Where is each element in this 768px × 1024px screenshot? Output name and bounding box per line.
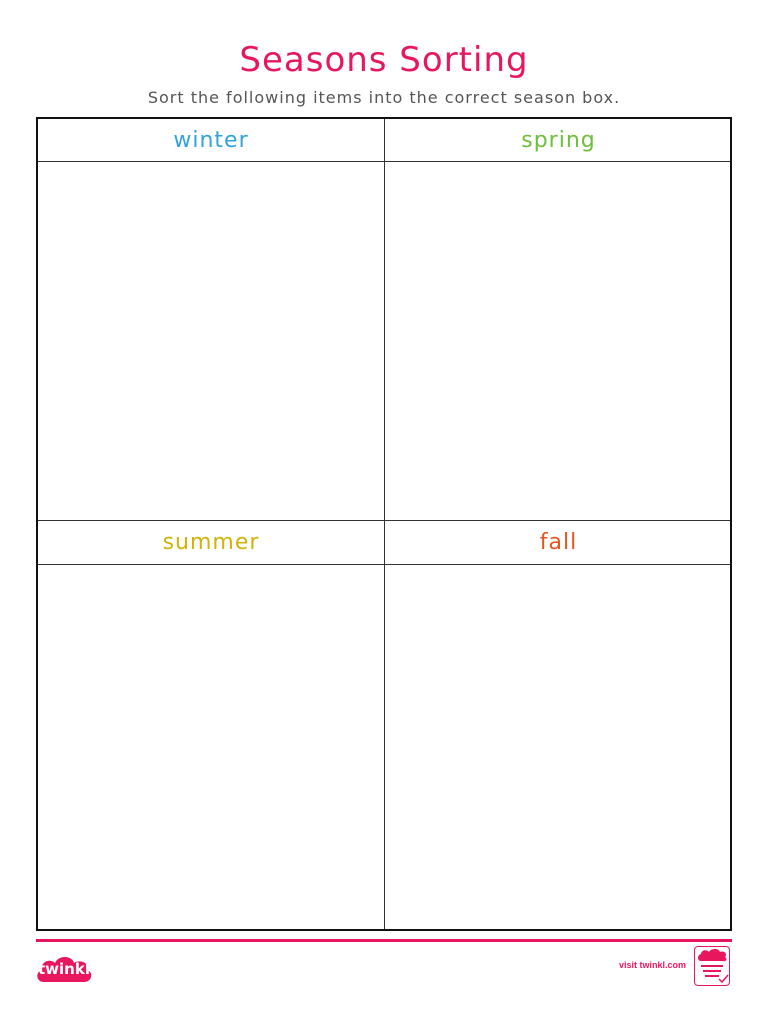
quality-badge-icon xyxy=(695,947,729,985)
twinkl-logo xyxy=(34,952,94,986)
season-header-winter: winter xyxy=(173,127,249,153)
fall-box[interactable] xyxy=(385,565,732,929)
season-sorting-grid xyxy=(36,117,732,931)
winter-box[interactable] xyxy=(38,162,384,520)
quality-badge xyxy=(694,946,730,986)
page-subtitle: Sort the following items into the correct season box. xyxy=(147,88,621,107)
footer-divider xyxy=(36,939,732,942)
season-header-spring: spring xyxy=(521,127,596,153)
spring-box[interactable] xyxy=(385,162,732,520)
summer-box[interactable] xyxy=(38,565,384,929)
page-title: Seasons Sorting xyxy=(239,40,529,80)
season-header-summer: summer xyxy=(162,530,260,555)
logo-wordmark: twinkl xyxy=(38,960,90,978)
season-header-fall: fall xyxy=(539,530,578,555)
visit-link[interactable]: visit twinkl.com xyxy=(618,960,686,970)
